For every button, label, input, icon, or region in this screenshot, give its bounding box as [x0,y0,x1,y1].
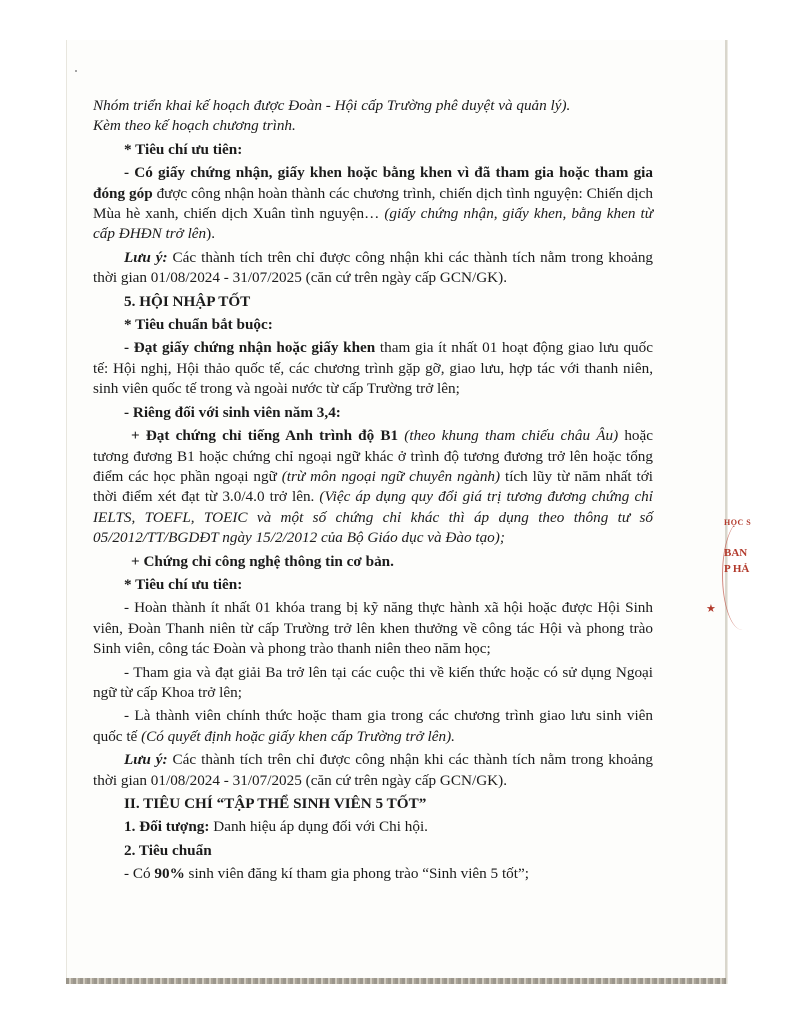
subheading-year34: - Riêng đối với sinh viên năm 3,4: [124,403,341,421]
paragraph: Kèm theo kế hoạch chương trình. [93,117,296,135]
paragraph: + Đạt chứng chỉ tiếng Anh trình độ B1 (theo khung tham chiếu châu Âu) hoặc tương đương B1 hoặc chứng chỉ ngoại ngữ khác ở trình độ tương đương trở lên hoặc tổng điểm các học phần ngoại ngữ (trừ môn ngoại ngữ chuyên ngành) tích lũy từ năm nhất tới thời điểm xét đạt từ 3.0/4.0 trở lên. (Việc áp dụng quy đổi giá trị tương đương chứng chỉ IELTS, TOEFL, TOEIC và một số chứng chỉ khác thì áp dụng theo thông tư số 05/2012/TT/BGDĐT ngày 15/2/2012 của Bộ Giáo dục và Đào tạo); [93,427,654,547]
subheading-priority: * Tiêu chí ưu tiên: [124,575,243,593]
note-paragraph: Lưu ý: Các thành tích trên chỉ được công nhận khi các thành tích nằm trong khoảng thời gian 01/08/2024 - 31/07/2025 (căn cứ trên ngày cấp GCN/GK). [93,248,654,287]
seal-text: BAN P HẢ [724,547,750,575]
subheading-criteria: 2. Tiêu chuẩn [124,841,212,859]
scan-speck [75,70,77,72]
note-paragraph: Lưu ý: Các thành tích trên chỉ được công nhận khi các thành tích nằm trong khoảng thời gian 01/08/2024 - 31/07/2025 (căn cứ trên ngày cấp GCN/GK). [93,751,654,789]
paragraph: Nhóm triển khai kế hoạch được Đoàn - Hội cấp Trường phê duyệt và quản lý). [93,97,571,114]
paragraph: - Hoàn thành ít nhất 01 khóa trang bị kỹ năng thực hành xã hội hoặc được Hội Sinh viên, Đoàn Thanh niên từ cấp Trường trở lên khen thưởng về công tác Hội và phong trào Sinh viên, công tác Đoàn và phong trào thanh niên theo năm học; [93,599,653,658]
section-heading-5: 5. HỘI NHẬP TỐT [124,292,251,310]
document-body [93,96,653,885]
subheading-priority: * Tiêu chí ưu tiên: [124,140,243,158]
paragraph: - Có 90% sinh viên đăng kí tham gia phong trào “Sinh viên 5 tốt”; [124,865,529,883]
subheading-it-cert: + Chứng chỉ công nghệ thông tin cơ bản. [131,552,394,570]
section-heading-II: II. TIÊU CHÍ “TẬP THỂ SINH VIÊN 5 TỐT” [124,795,427,812]
page-bottom-edge [66,978,726,984]
paragraph: - Tham gia và đạt giải Ba trở lên tại các cuộc thi về kiến thức hoặc có sử dụng Ngoại ngữ từ cấp Khoa trở lên; [93,663,653,701]
seal-star-icon: ★ [706,603,716,615]
paragraph: - Đạt giấy chứng nhận hoặc giấy khen tham gia ít nhất 01 hoạt động giao lưu quốc tế: Hội nghị, Hội thảo quốc tế, các chương trình gặp gỡ, giao lưu, hợp tác với thanh niên, sinh viên quốc tế trong và ngoài nước từ cấp Trường trở lên; [93,339,653,398]
paragraph: 1. Đối tượng: Danh hiệu áp dụng đối với Chi hội. [124,818,428,836]
paragraph: - Có giấy chứng nhận, giấy khen hoặc bằng khen vì đã tham gia hoặc tham gia đóng góp được công nhận hoàn thành các chương trình, chiến dịch tình nguyện: Chiến dịch Mùa hè xanh, chiến dịch Xuân tình nguyện… (giấy chứng nhận, giấy khen, bằng khen từ cấp ĐHĐN trở lên). [93,164,653,243]
seal-text-top: HỌC S [724,518,752,527]
paragraph: - Là thành viên chính thức hoặc tham gia trong các chương trình giao lưu sinh viên quốc tế (Có quyết định hoặc giấy khen cấp Trường trở lên). [93,707,653,745]
subheading-required: * Tiêu chuẩn bắt buộc: [124,316,273,334]
